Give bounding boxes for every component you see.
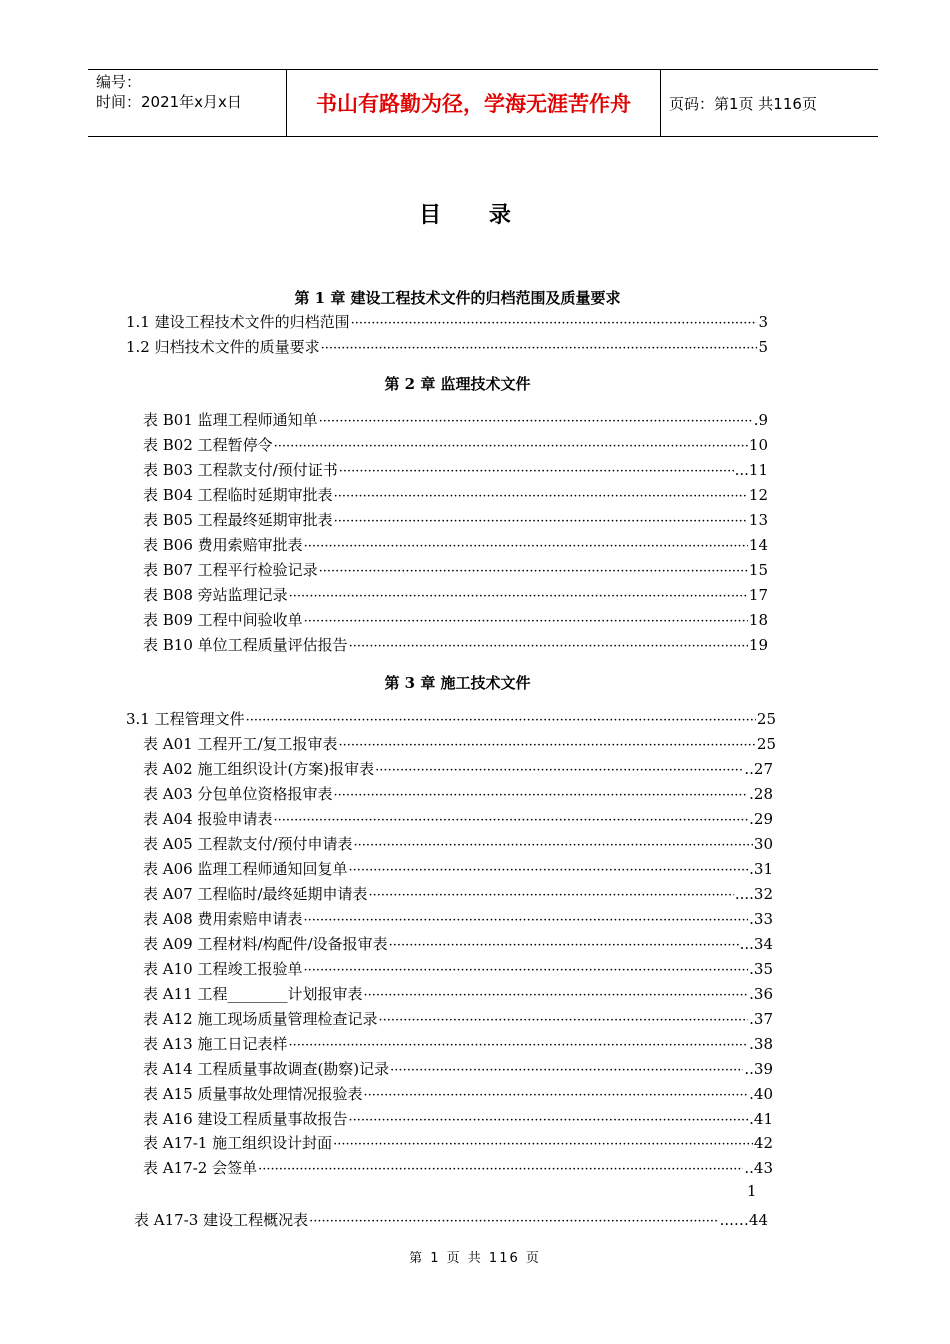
chapter-heading: 第 3 章 施工技术文件 (384, 674, 531, 692)
toc-entry-label: 表 A14 工程质量事故调查(勘察)记录 (143, 1060, 390, 1078)
toc-entry[interactable] (143, 1033, 773, 1055)
toc-entry[interactable] (143, 409, 768, 431)
toc-entry[interactable] (126, 311, 768, 333)
dot-leader (348, 863, 748, 878)
toc-entry-page: .31 (749, 860, 773, 878)
dot-leader (303, 913, 748, 928)
dot-leader (273, 813, 748, 828)
dot-leader (321, 341, 758, 356)
toc-entry-page: 12 (748, 486, 768, 504)
toc-entry-page: .40 (749, 1085, 773, 1103)
toc-entry-page: 18 (748, 611, 768, 629)
toc-entry-label: 表 B08 旁站监理记录 (143, 586, 288, 604)
toc-entry-page: 42 (753, 1134, 773, 1152)
dot-leader (339, 464, 734, 479)
toc-entry-label: 表 A03 分包单位资格报审表 (143, 785, 333, 803)
toc-entry-label: 表 A09 工程材料/构配件/设备报审表 (143, 935, 388, 953)
toc-entry[interactable] (143, 1108, 773, 1130)
dot-leader (309, 1214, 719, 1229)
toc-entry-label: 表 B03 工程款支付/预付证书 (143, 461, 338, 479)
dot-leader (349, 639, 748, 654)
toc-entry[interactable] (143, 908, 773, 930)
dot-leader (390, 1063, 743, 1078)
dot-leader (246, 713, 756, 728)
toc-entry-page: ..27 (744, 760, 773, 778)
chapter-heading: 第 2 章 监理技术文件 (384, 375, 531, 393)
page-info: 页码：第1页 共116页 (669, 94, 817, 113)
toc-entry-page: .41 (749, 1110, 773, 1128)
toc-entry[interactable] (143, 833, 773, 855)
toc-entry[interactable] (143, 858, 773, 880)
toc-entry-page: 15 (748, 561, 768, 579)
dot-leader (319, 414, 753, 429)
toc-entry-label: 表 A11 工程________计划报审表 (143, 985, 363, 1003)
dot-leader (363, 988, 748, 1003)
dot-leader (258, 1162, 743, 1177)
toc-entry-page: 10 (748, 436, 768, 454)
toc-entry-label: 表 A01 工程开工/复工报审表 (143, 735, 338, 753)
toc-entry[interactable] (143, 559, 768, 581)
toc-entry[interactable] (143, 634, 768, 656)
toc-entry-label: 表 A10 工程竣工报验单 (143, 960, 303, 978)
toc-entry-label: 表 A16 建设工程质量事故报告 (143, 1110, 348, 1128)
toc-entry-label: 表 A02 施工组织设计(方案)报审表 (143, 760, 375, 778)
toc-entry-label: 表 A07 工程临时/最终延期申请表 (143, 885, 368, 903)
toc-entry-label: 表 B09 工程中间验收单 (143, 611, 303, 629)
toc-entry-page: 17 (748, 586, 768, 604)
toc-entry[interactable] (143, 534, 768, 556)
toc-entry-label: 表 A05 工程款支付/预付申请表 (143, 835, 353, 853)
dot-leader (304, 539, 748, 554)
toc-title: 目 录 (419, 203, 531, 228)
dot-leader (288, 1038, 748, 1053)
toc-entry-label: 表 B02 工程暂停令 (143, 436, 273, 454)
page-footer: 第 1 页 共 116 页 (409, 1251, 541, 1266)
toc-entry-page: .38 (749, 1035, 773, 1053)
toc-entry-page: ...34 (739, 935, 773, 953)
toc-entry-label: 表 A04 报验申请表 (143, 810, 273, 828)
toc-entry-label: 3.1 工程管理文件 (126, 710, 245, 728)
toc-entry[interactable] (143, 783, 773, 805)
toc-entry-page: 19 (748, 636, 768, 654)
toc-entry-page: ..39 (744, 1060, 773, 1078)
dot-leader (363, 1088, 748, 1103)
dot-leader (304, 614, 748, 629)
dot-leader (289, 589, 748, 604)
toc-entry[interactable] (143, 434, 768, 456)
toc-entry-label: 表 A08 费用索赔申请表 (143, 910, 303, 928)
toc-entry-page: .33 (749, 910, 773, 928)
toc-entry-label: 表 A17-3 建设工程概况表 (134, 1211, 309, 1229)
toc-entry[interactable] (134, 1209, 768, 1231)
dot-leader (354, 838, 753, 853)
toc-entry[interactable] (143, 609, 768, 631)
chapter-heading: 第 1 章 建设工程技术文件的归档范围及质量要求 (294, 289, 621, 307)
dot-leader (348, 1113, 748, 1128)
toc-entry[interactable] (143, 958, 773, 980)
toc-entry[interactable] (143, 1008, 773, 1030)
toc-entry-label: 表 B10 单位工程质量评估报告 (143, 636, 348, 654)
toc-entry[interactable] (143, 883, 773, 905)
dot-leader (319, 564, 748, 579)
toc-entry-page: ...…44 (719, 1211, 768, 1229)
dot-leader (334, 514, 748, 529)
toc-entry-page: 13 (748, 511, 768, 529)
header-meta (88, 70, 286, 136)
toc-entry[interactable] (126, 708, 776, 730)
motto: 书山有路勤为径，学海无涯苦作舟 (286, 70, 661, 136)
dot-leader (389, 938, 739, 953)
toc-entry[interactable] (143, 484, 768, 506)
toc-entry[interactable] (143, 1058, 773, 1080)
toc-entry-label: 表 B07 工程平行检验记录 (143, 561, 318, 579)
toc-entry-label: 表 B06 费用索赔审批表 (143, 536, 303, 554)
dot-leader (333, 788, 748, 803)
dot-leader (378, 1013, 748, 1028)
toc-entry-page: 25 (756, 710, 776, 728)
toc-entry[interactable] (143, 758, 773, 780)
toc-entry[interactable] (143, 584, 768, 606)
toc-entry-page: ..43 (744, 1159, 773, 1177)
toc-entry-label: 表 B04 工程临时延期审批表 (143, 486, 333, 504)
toc-entry-page: .36 (749, 985, 773, 1003)
toc-entry-label: 表 A17-1 施工组织设计封面 (143, 1134, 333, 1152)
dot-leader (375, 763, 743, 778)
toc-entry-label: 表 A13 施工日记表样 (143, 1035, 288, 1053)
id-label: 编号： (96, 73, 142, 91)
toc-entry-label: 1.1 建设工程技术文件的归档范围 (126, 313, 350, 331)
toc-entry-label: 1.2 归档技术文件的质量要求 (126, 338, 320, 356)
toc-entry-label: 表 A17-2 会签单 (143, 1159, 258, 1177)
toc-entry[interactable] (143, 1132, 773, 1154)
toc-entry-page: 3 (758, 313, 768, 331)
time-label: 时间：2021年x月x日 (96, 93, 242, 111)
toc-entry[interactable] (126, 336, 768, 358)
dot-leader (339, 738, 756, 753)
toc-entry-label: 表 A12 施工现场质量管理检查记录 (143, 1010, 378, 1028)
toc-entry-page: ....32 (734, 885, 773, 903)
toc-entry-page: 30 (753, 835, 773, 853)
toc-entry-label: 表 B05 工程最终延期审批表 (143, 511, 333, 529)
dot-leader (274, 439, 748, 454)
toc-entry-page: .28 (749, 785, 773, 803)
toc-entry[interactable] (143, 459, 768, 481)
toc-entry-label: 表 B01 监理工程师通知单 (143, 411, 318, 429)
dot-leader (334, 489, 748, 504)
toc-entry[interactable] (143, 509, 768, 531)
dot-leader (303, 963, 748, 978)
page-number: 1 (747, 1182, 757, 1200)
toc-entry-label: 表 A15 质量事故处理情况报验表 (143, 1085, 363, 1103)
toc-entry-page: ...11 (734, 461, 768, 479)
toc-entry-page: 14 (748, 536, 768, 554)
dot-leader (333, 1137, 753, 1152)
toc-entry-page: .37 (749, 1010, 773, 1028)
toc-entry-page: 25 (756, 735, 776, 753)
toc-entry[interactable] (143, 808, 773, 830)
toc-entry[interactable] (143, 983, 773, 1005)
toc-entry[interactable] (143, 1083, 773, 1105)
toc-entry-page: .29 (749, 810, 773, 828)
toc-entry-page: .9 (753, 411, 768, 429)
toc-entry[interactable] (143, 1157, 773, 1179)
page-header (88, 69, 878, 137)
toc-entry-page: 5 (758, 338, 768, 356)
toc-entry-page: .35 (749, 960, 773, 978)
dot-leader (369, 888, 734, 903)
toc-entry[interactable] (143, 733, 776, 755)
toc-entry-label: 表 A06 监理工程师通知回复单 (143, 860, 348, 878)
toc-entry[interactable] (143, 933, 773, 955)
dot-leader (351, 316, 758, 331)
